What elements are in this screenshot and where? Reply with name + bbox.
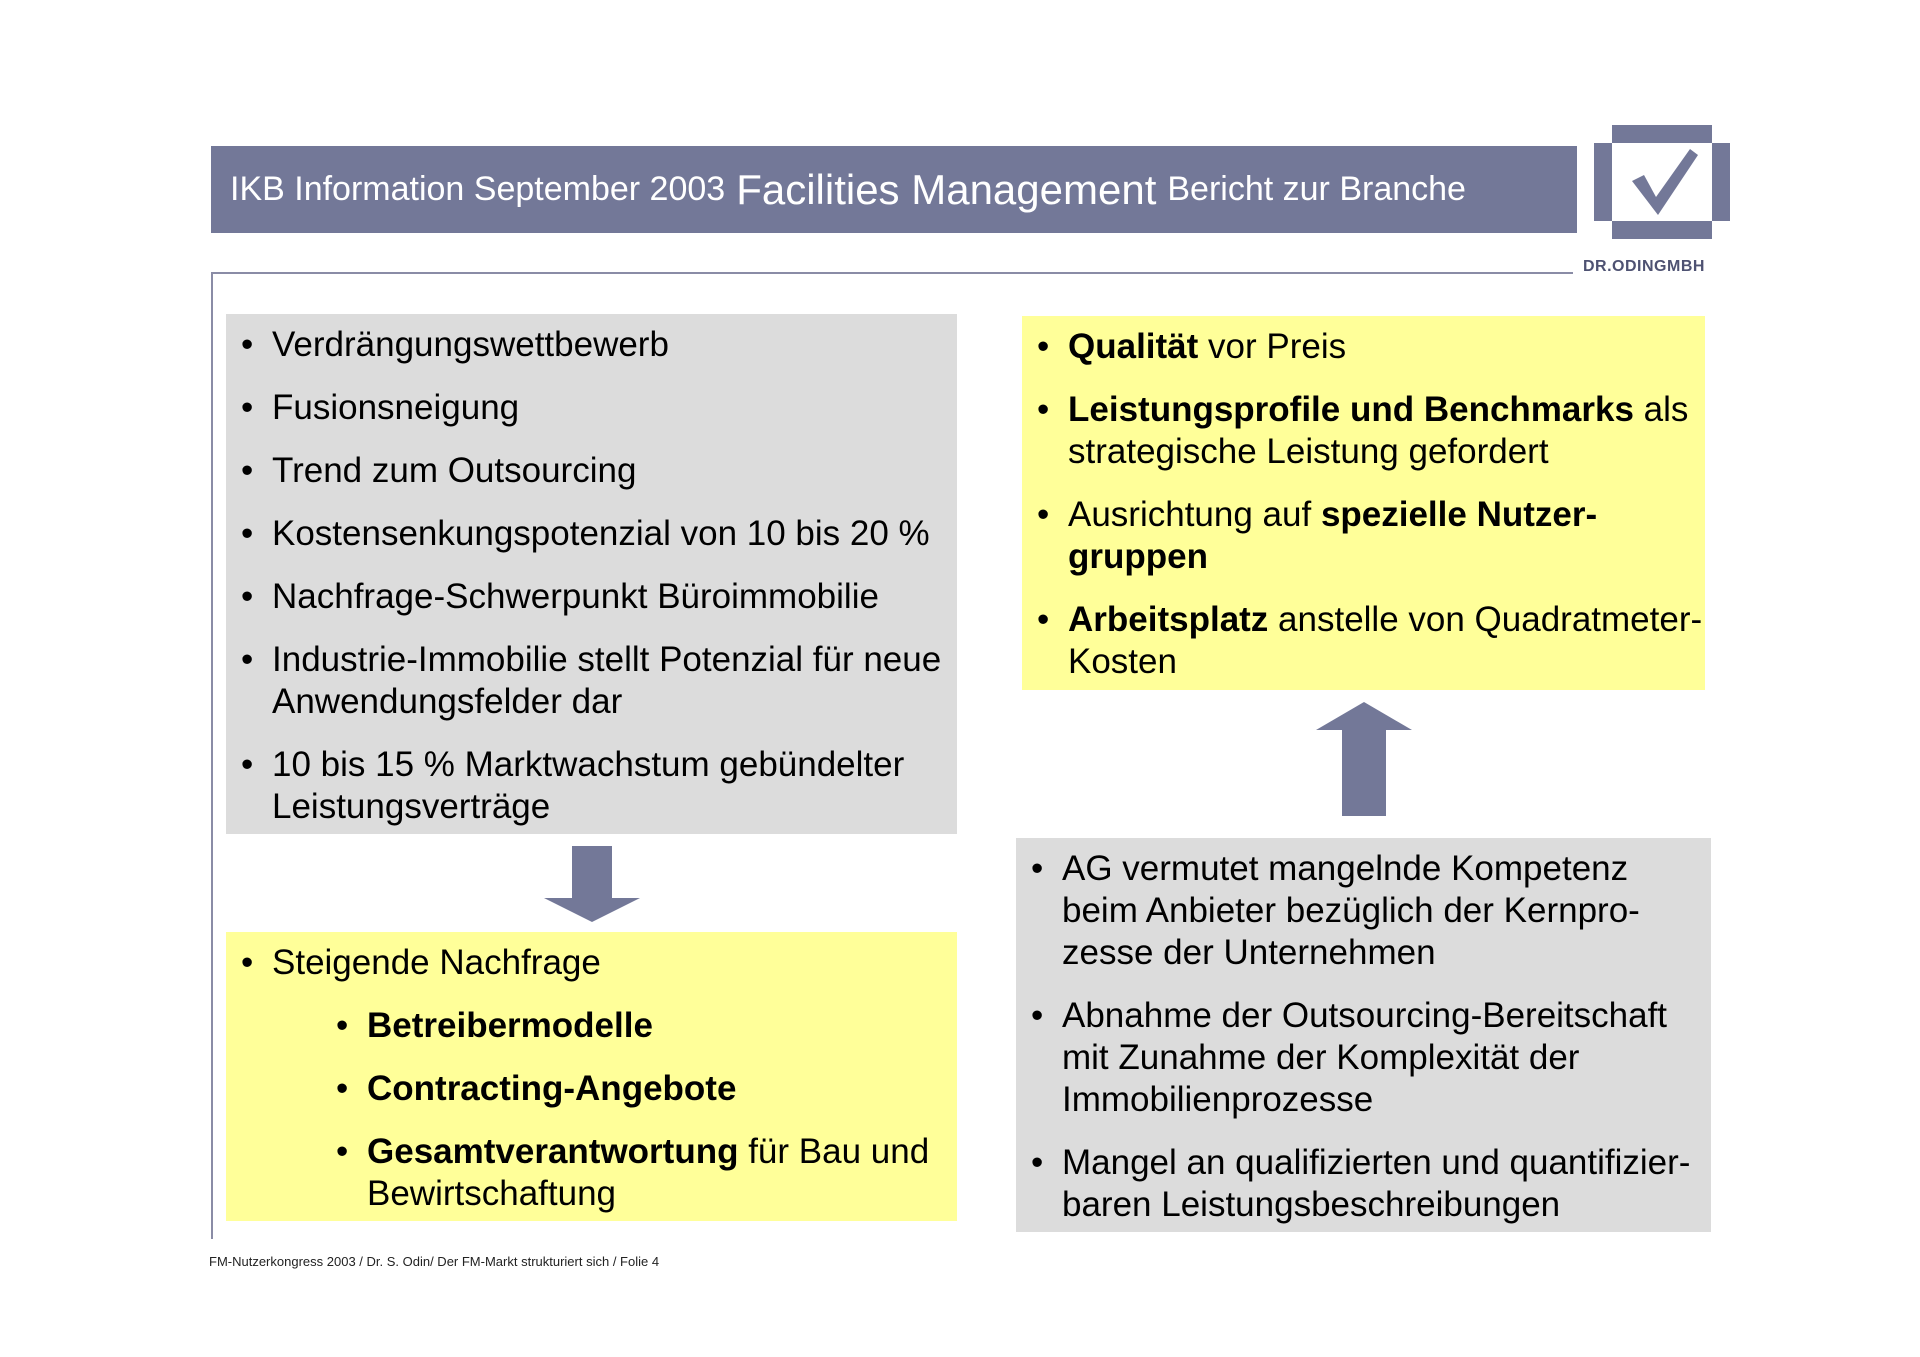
- outsourcing-concerns-box: [1016, 838, 1711, 1232]
- list-item: • 10 bis 15 % Marktwachstum gebündelter Leistungsverträge: [272, 744, 957, 828]
- list-item: • Mangel an qualifizierten und quantifizier-baren Leistungsbeschreibungen: [1062, 1142, 1711, 1226]
- title-part-1: IKB Information September 2003: [230, 170, 726, 208]
- sub-list-item: • Gesamtverantwortung für Bau und Bewirtschaftung: [367, 1131, 957, 1215]
- list-item: • Industrie-Immobilie stellt Potenzial für neue Anwendungsfelder dar: [272, 639, 957, 723]
- list-item: • Nachfrage-Schwerpunkt Büroimmobilie: [272, 576, 957, 618]
- demand-box: [226, 932, 957, 1221]
- logo-text: DR.ODINGMBH: [1583, 258, 1705, 275]
- arrow-up-icon: [1316, 702, 1412, 816]
- left-divider: [211, 272, 213, 1239]
- list-item: • Qualität vor Preis: [1068, 326, 1705, 368]
- list-item: • Leistungsprofile und Benchmarks als strategische Leistung gefordert: [1068, 389, 1705, 473]
- list-item: • Abnahme der Outsourcing-Bereitschaft mit Zunahme der Komplexität der Immobilienprozesse: [1062, 995, 1711, 1121]
- slide-title-bar: [211, 146, 1577, 233]
- list-item: • Fusionsneigung: [272, 387, 957, 429]
- list-item: • Arbeitsplatz anstelle von Quadratmeter-Kosten: [1068, 599, 1705, 683]
- market-trends-box: [226, 314, 957, 834]
- checkmark-icon: [1594, 125, 1730, 239]
- sub-list-item: • Betreibermodelle: [367, 1005, 957, 1047]
- title-part-2: Facilities Management: [736, 165, 1157, 213]
- title-part-3: Bericht zur Branche: [1167, 170, 1466, 208]
- list-item: • Ausrichtung auf spezielle Nutzer-gruppen: [1068, 494, 1705, 578]
- sub-list-item: • Contracting-Angebote: [367, 1068, 957, 1110]
- list-item: [272, 942, 957, 1215]
- list-item: • Kostensenkungspotenzial von 10 bis 20 %: [272, 513, 957, 555]
- list-item: • AG vermutet mangelnde Kompetenz beim Anbieter bezüglich der Kernpro-zesse der Unternehmen: [1062, 848, 1711, 974]
- main-item-text: Steigende Nachfrage: [272, 943, 601, 982]
- arrow-down-icon: [544, 846, 640, 922]
- header-divider: [211, 272, 1573, 274]
- quality-focus-box: [1022, 316, 1705, 690]
- list-item: • Trend zum Outsourcing: [272, 450, 957, 492]
- footer-text: FM-Nutzerkongress 2003 / Dr. S. Odin/ Der FM-Markt strukturiert sich / Folie 4: [209, 1254, 660, 1269]
- list-item: • Verdrängungswettbewerb: [272, 324, 957, 366]
